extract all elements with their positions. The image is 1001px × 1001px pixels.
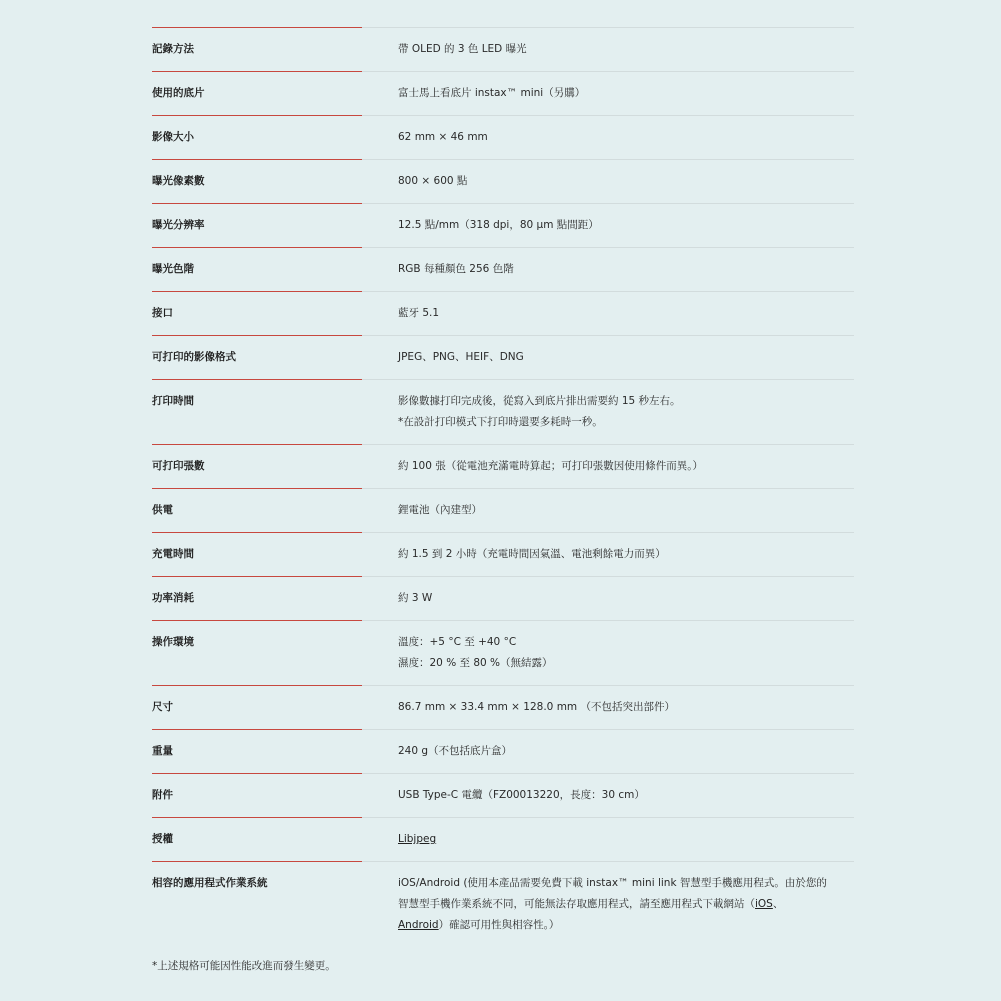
spec-label: 記錄方法 (152, 43, 194, 55)
spec-value-line: *在設計打印模式下打印時還要多耗時一秒。 (398, 416, 603, 428)
spec-row (152, 247, 854, 291)
spec-row (152, 532, 854, 576)
spec-label: 影像大小 (152, 131, 194, 143)
spec-table (152, 27, 854, 947)
spec-label: 附件 (152, 789, 173, 801)
spec-row (152, 27, 854, 71)
spec-row (152, 685, 854, 729)
spec-value-line: 800 × 600 點 (398, 175, 468, 187)
spec-value-line: JPEG、PNG、HEIF、DNG (398, 351, 524, 363)
spec-label: 使用的底片 (152, 87, 205, 99)
spec-row (152, 729, 854, 773)
spec-row-apps (152, 861, 854, 947)
spec-row (152, 773, 854, 817)
spec-value-line: 鋰電池（內建型） (398, 504, 482, 516)
spec-value-line: 約 100 張（從電池充滿電時算起；可打印張數因使用條件而異。） (398, 460, 703, 472)
spec-row (152, 576, 854, 620)
spec-label: 重量 (152, 745, 173, 757)
spec-value (398, 395, 854, 429)
spec-label: 功率消耗 (152, 592, 194, 604)
spec-row-license (152, 817, 854, 861)
spec-value-line: RGB 每種顏色 256 色階 (398, 263, 514, 275)
apps-line-2 (398, 898, 854, 911)
spec-value (398, 745, 854, 758)
spec-row (152, 335, 854, 379)
spec-value-line: 約 3 W (398, 592, 433, 604)
spec-value (398, 307, 854, 320)
spec-value (398, 504, 854, 517)
spec-value (398, 43, 854, 56)
spec-label: 可打印的影像格式 (152, 351, 236, 363)
spec-label: 尺寸 (152, 701, 173, 713)
spec-value (398, 592, 854, 605)
footnote: *上述規格可能因性能改進而發生變更。 (152, 960, 336, 972)
spec-value (398, 833, 854, 846)
spec-value (398, 460, 854, 473)
spec-row (152, 71, 854, 115)
spec-label: 相容的應用程式作業系統 (152, 877, 268, 889)
spec-value-line: 富士馬上看底片 instax™ mini（另購） (398, 87, 586, 99)
spec-value (398, 219, 854, 232)
spec-value (398, 131, 854, 144)
spec-label: 授權 (152, 833, 173, 845)
spec-value (398, 877, 854, 932)
spec-value-line: 12.5 點/mm（318 dpi，80 µm 點間距） (398, 219, 599, 231)
spec-label: 曝光分辨率 (152, 219, 205, 231)
spec-label: 操作環境 (152, 636, 194, 648)
spec-value (398, 701, 854, 714)
spec-value (398, 548, 854, 561)
spec-row (152, 379, 854, 444)
spec-label: 曝光像素數 (152, 175, 205, 187)
spec-row (152, 291, 854, 335)
spec-label: 打印時間 (152, 395, 194, 407)
spec-row (152, 488, 854, 532)
spec-value (398, 175, 854, 188)
spec-value (398, 789, 854, 802)
spec-row (152, 159, 854, 203)
spec-value-line: 約 1.5 到 2 小時（充電時間因氣溫、電池剩餘電力而異） (398, 548, 666, 560)
spec-value-line: 帶 OLED 的 3 色 LED 曝光 (398, 43, 527, 55)
spec-value-line: 影像數據打印完成後，從寫入到底片排出需要約 15 秒左右。 (398, 395, 681, 407)
spec-label: 曝光色階 (152, 263, 194, 275)
spec-row (152, 203, 854, 247)
spec-value-line: 240 g（不包括底片盒） (398, 745, 513, 757)
apps-line-2-text: 智慧型手機作業系統不同，可能無法存取應用程式，請至應用程式下載網站（ (398, 898, 755, 910)
apps-line-3 (398, 919, 854, 932)
spec-value (398, 263, 854, 276)
apps-link-separator: 、 (772, 898, 784, 910)
spec-value-line: USB Type-C 電纜（FZ00013220，長度：30 cm） (398, 789, 645, 801)
apps-line-3-text: ）確認可用性與相容性。） (438, 919, 560, 931)
spec-label: 供電 (152, 504, 173, 516)
libjpeg-link[interactable]: Libjpeg (398, 833, 437, 845)
spec-rows (152, 27, 854, 817)
ios-link[interactable]: iOS (755, 898, 773, 910)
spec-row (152, 444, 854, 488)
spec-row (152, 620, 854, 685)
spec-value-line: 86.7 mm × 33.4 mm × 128.0 mm （不包括突出部件） (398, 701, 675, 713)
spec-value (398, 87, 854, 100)
android-link[interactable]: Android (398, 919, 439, 931)
spec-value (398, 351, 854, 364)
spec-value-line: 62 mm × 46 mm (398, 131, 488, 143)
spec-label: 接口 (152, 307, 173, 319)
spec-label: 可打印張數 (152, 460, 205, 472)
spec-value-line: 藍牙 5.1 (398, 307, 440, 319)
spec-label: 充電時間 (152, 548, 194, 560)
spec-value-line: 濕度：20 % 至 80 %（無結露） (398, 657, 553, 669)
apps-line-1: iOS/Android (使用本產品需要免費下載 instax™ mini link 智慧型手機應用程式。由於您的 (398, 877, 827, 889)
spec-value-line: 溫度：+5 °C 至 +40 °C (398, 636, 517, 648)
spec-value (398, 636, 854, 670)
spec-row (152, 115, 854, 159)
